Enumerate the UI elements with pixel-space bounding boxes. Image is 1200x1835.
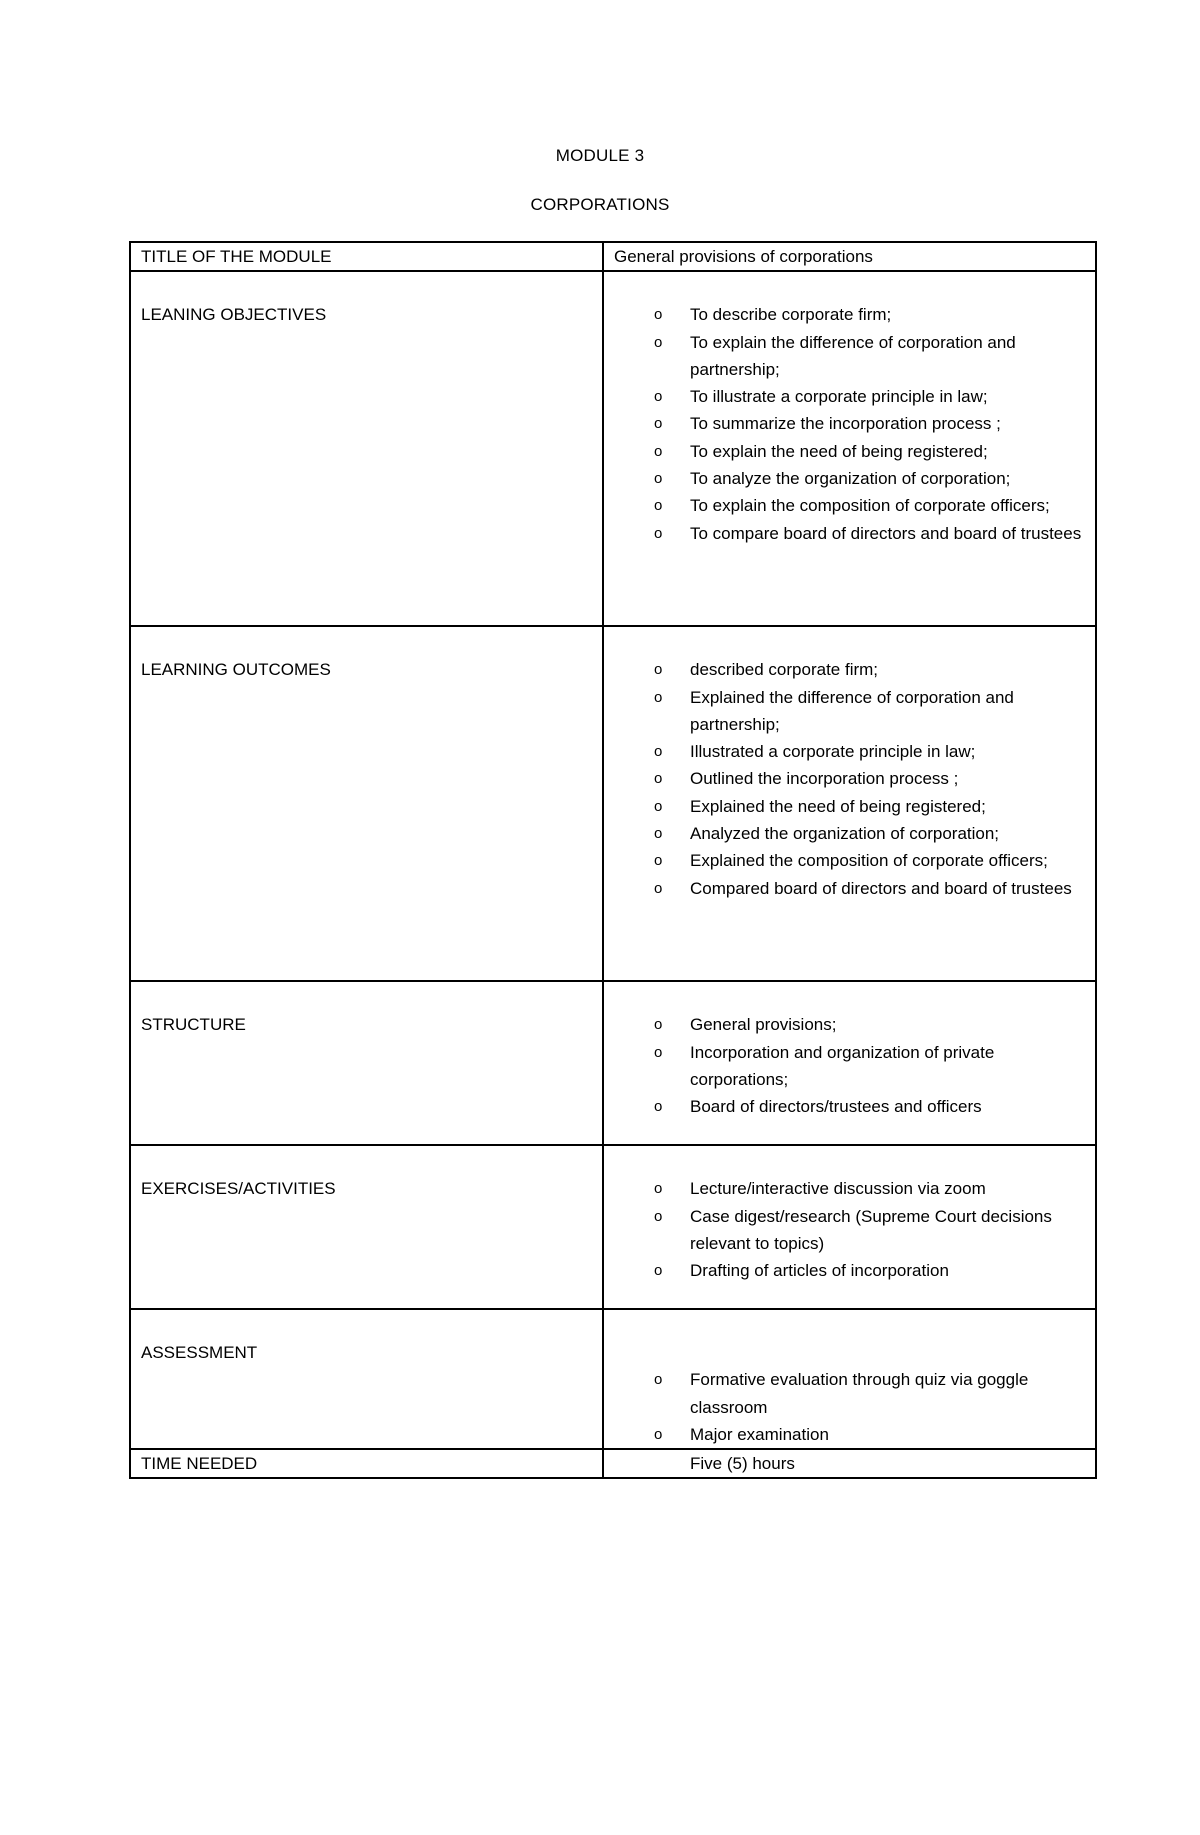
- bullet-icon: o: [654, 1043, 663, 1061]
- list-item: [654, 1039, 1085, 1094]
- list-item: [654, 438, 1085, 465]
- title-label-cell: [130, 242, 603, 271]
- bullet-icon: o: [654, 1180, 663, 1198]
- list-item-text: Formative evaluation through quiz via goggle classroom: [690, 1370, 1029, 1417]
- bullet-icon: o: [654, 797, 663, 815]
- list-item: [654, 793, 1085, 820]
- table-row-time: [130, 1449, 1096, 1478]
- bullet-icon: o: [654, 1371, 663, 1389]
- bullet-icon: o: [654, 1098, 663, 1116]
- list-item: [654, 1257, 1085, 1284]
- table-row-outcomes: [130, 626, 1096, 981]
- exercises-label: EXERCISES/ACTIVITIES: [141, 1179, 336, 1199]
- module-subheading: CORPORATIONS: [530, 195, 670, 214]
- time-label-cell: [130, 1449, 603, 1478]
- list-item-text: To summarize the incorporation process ;: [690, 414, 1001, 434]
- list-item-text: Case digest/research (Supreme Court decisions relevant to topics): [690, 1206, 1052, 1253]
- assessment-value-cell: [603, 1309, 1096, 1449]
- title-value-cell: [603, 242, 1096, 271]
- list-item-text: Board of directors/trustees and officers: [690, 1097, 982, 1117]
- bullet-icon: o: [654, 688, 663, 706]
- list-item-text: To compare board of directors and board of trustees: [690, 523, 1082, 543]
- list-item-text: General provisions;: [690, 1015, 837, 1035]
- bullet-icon: o: [654, 1262, 663, 1280]
- bullet-icon: o: [654, 879, 663, 897]
- list-item-text: Lecture/interactive discussion via zoom: [690, 1179, 986, 1199]
- list-item: [654, 1203, 1085, 1258]
- list-item: [654, 1175, 1085, 1202]
- list-item: [654, 820, 1085, 847]
- list-item: [654, 875, 1085, 902]
- structure-value-cell: [603, 981, 1096, 1145]
- list-item: [654, 1093, 1085, 1120]
- list-item: [654, 738, 1085, 765]
- list-item-text: Analyzed the organization of corporation;: [690, 824, 1000, 844]
- bullet-icon: o: [654, 1425, 663, 1443]
- bullet-icon: o: [654, 497, 663, 515]
- assessment-label: ASSESSMENT: [141, 1343, 258, 1363]
- list-item-text: To illustrate a corporate principle in law;: [690, 387, 988, 407]
- list-item: [654, 1366, 1085, 1421]
- list-item: [654, 1011, 1085, 1038]
- list-item-text: Drafting of articles of incorporation: [690, 1261, 949, 1281]
- structure-label: STRUCTURE: [141, 1015, 246, 1035]
- list-item-text: To analyze the organization of corporation;: [690, 469, 1011, 489]
- structure-list: [614, 1011, 1085, 1120]
- list-item-text: Explained the difference of corporation and partnership;: [690, 687, 1014, 734]
- table-row-objectives: [130, 271, 1096, 626]
- assessment-list: [614, 1366, 1085, 1448]
- objectives-list: [614, 301, 1085, 547]
- list-item: [654, 847, 1085, 874]
- table-row-title: [130, 242, 1096, 271]
- list-item-text: To explain the need of being registered;: [690, 441, 988, 461]
- list-item-text: To explain the composition of corporate officers;: [690, 496, 1050, 516]
- bullet-icon: o: [654, 852, 663, 870]
- list-item-text: Compared board of directors and board of trustees: [690, 878, 1072, 898]
- time-value: Five (5) hours: [690, 1454, 795, 1474]
- list-item-text: described corporate firm;: [690, 660, 879, 680]
- list-item: [654, 1421, 1085, 1448]
- list-item-text: Outlined the incorporation process ;: [690, 769, 959, 789]
- bullet-icon: o: [654, 1016, 663, 1034]
- bullet-icon: o: [654, 333, 663, 351]
- module-heading: MODULE 3: [555, 146, 645, 165]
- bullet-icon: o: [654, 825, 663, 843]
- list-item: [654, 520, 1085, 547]
- objectives-label-cell: [130, 271, 603, 626]
- list-item: [654, 301, 1085, 328]
- bullet-icon: o: [654, 1207, 663, 1225]
- bullet-icon: o: [654, 388, 663, 406]
- assessment-label-cell: [130, 1309, 603, 1449]
- list-item-text: Explained the need of being registered;: [690, 796, 986, 816]
- table-row-assessment: [130, 1309, 1096, 1449]
- title-label: TITLE OF THE MODULE: [141, 247, 332, 266]
- list-item-text: To describe corporate firm;: [690, 305, 892, 325]
- bullet-icon: o: [654, 524, 663, 542]
- bullet-icon: o: [654, 415, 663, 433]
- list-item: [654, 765, 1085, 792]
- outcomes-list: [614, 656, 1085, 902]
- list-item: [654, 383, 1085, 410]
- table-row-exercises: [130, 1145, 1096, 1309]
- objectives-label: LEANING OBJECTIVES: [141, 305, 327, 325]
- time-label: TIME NEEDED: [141, 1454, 258, 1474]
- list-item-text: To explain the difference of corporation and partnership;: [690, 332, 1016, 379]
- table-row-structure: [130, 981, 1096, 1145]
- outcomes-label-cell: [130, 626, 603, 981]
- structure-label-cell: [130, 981, 603, 1145]
- title-value: General provisions of corporations: [614, 247, 873, 266]
- list-item: [654, 492, 1085, 519]
- list-item: [654, 410, 1085, 437]
- bullet-icon: o: [654, 442, 663, 460]
- bullet-icon: o: [654, 306, 663, 324]
- bullet-icon: o: [654, 770, 663, 788]
- module-table: [129, 241, 1097, 1479]
- objectives-value-cell: [603, 271, 1096, 626]
- exercises-label-cell: [130, 1145, 603, 1309]
- outcomes-label: LEARNING OUTCOMES: [141, 660, 331, 680]
- list-item: [654, 656, 1085, 683]
- list-item-text: Incorporation and organization of private corporations;: [690, 1042, 995, 1089]
- bullet-icon: o: [654, 743, 663, 761]
- list-item: [654, 465, 1085, 492]
- exercises-list: [614, 1175, 1085, 1284]
- time-value-cell: [603, 1449, 1096, 1478]
- list-item: [654, 684, 1085, 739]
- outcomes-value-cell: [603, 626, 1096, 981]
- exercises-value-cell: [603, 1145, 1096, 1309]
- list-item-text: Major examination: [690, 1424, 829, 1444]
- list-item-text: Explained the composition of corporate officers;: [690, 851, 1048, 871]
- list-item: [654, 329, 1085, 384]
- list-item-text: Illustrated a corporate principle in law;: [690, 742, 976, 762]
- bullet-icon: o: [654, 470, 663, 488]
- bullet-icon: o: [654, 661, 663, 679]
